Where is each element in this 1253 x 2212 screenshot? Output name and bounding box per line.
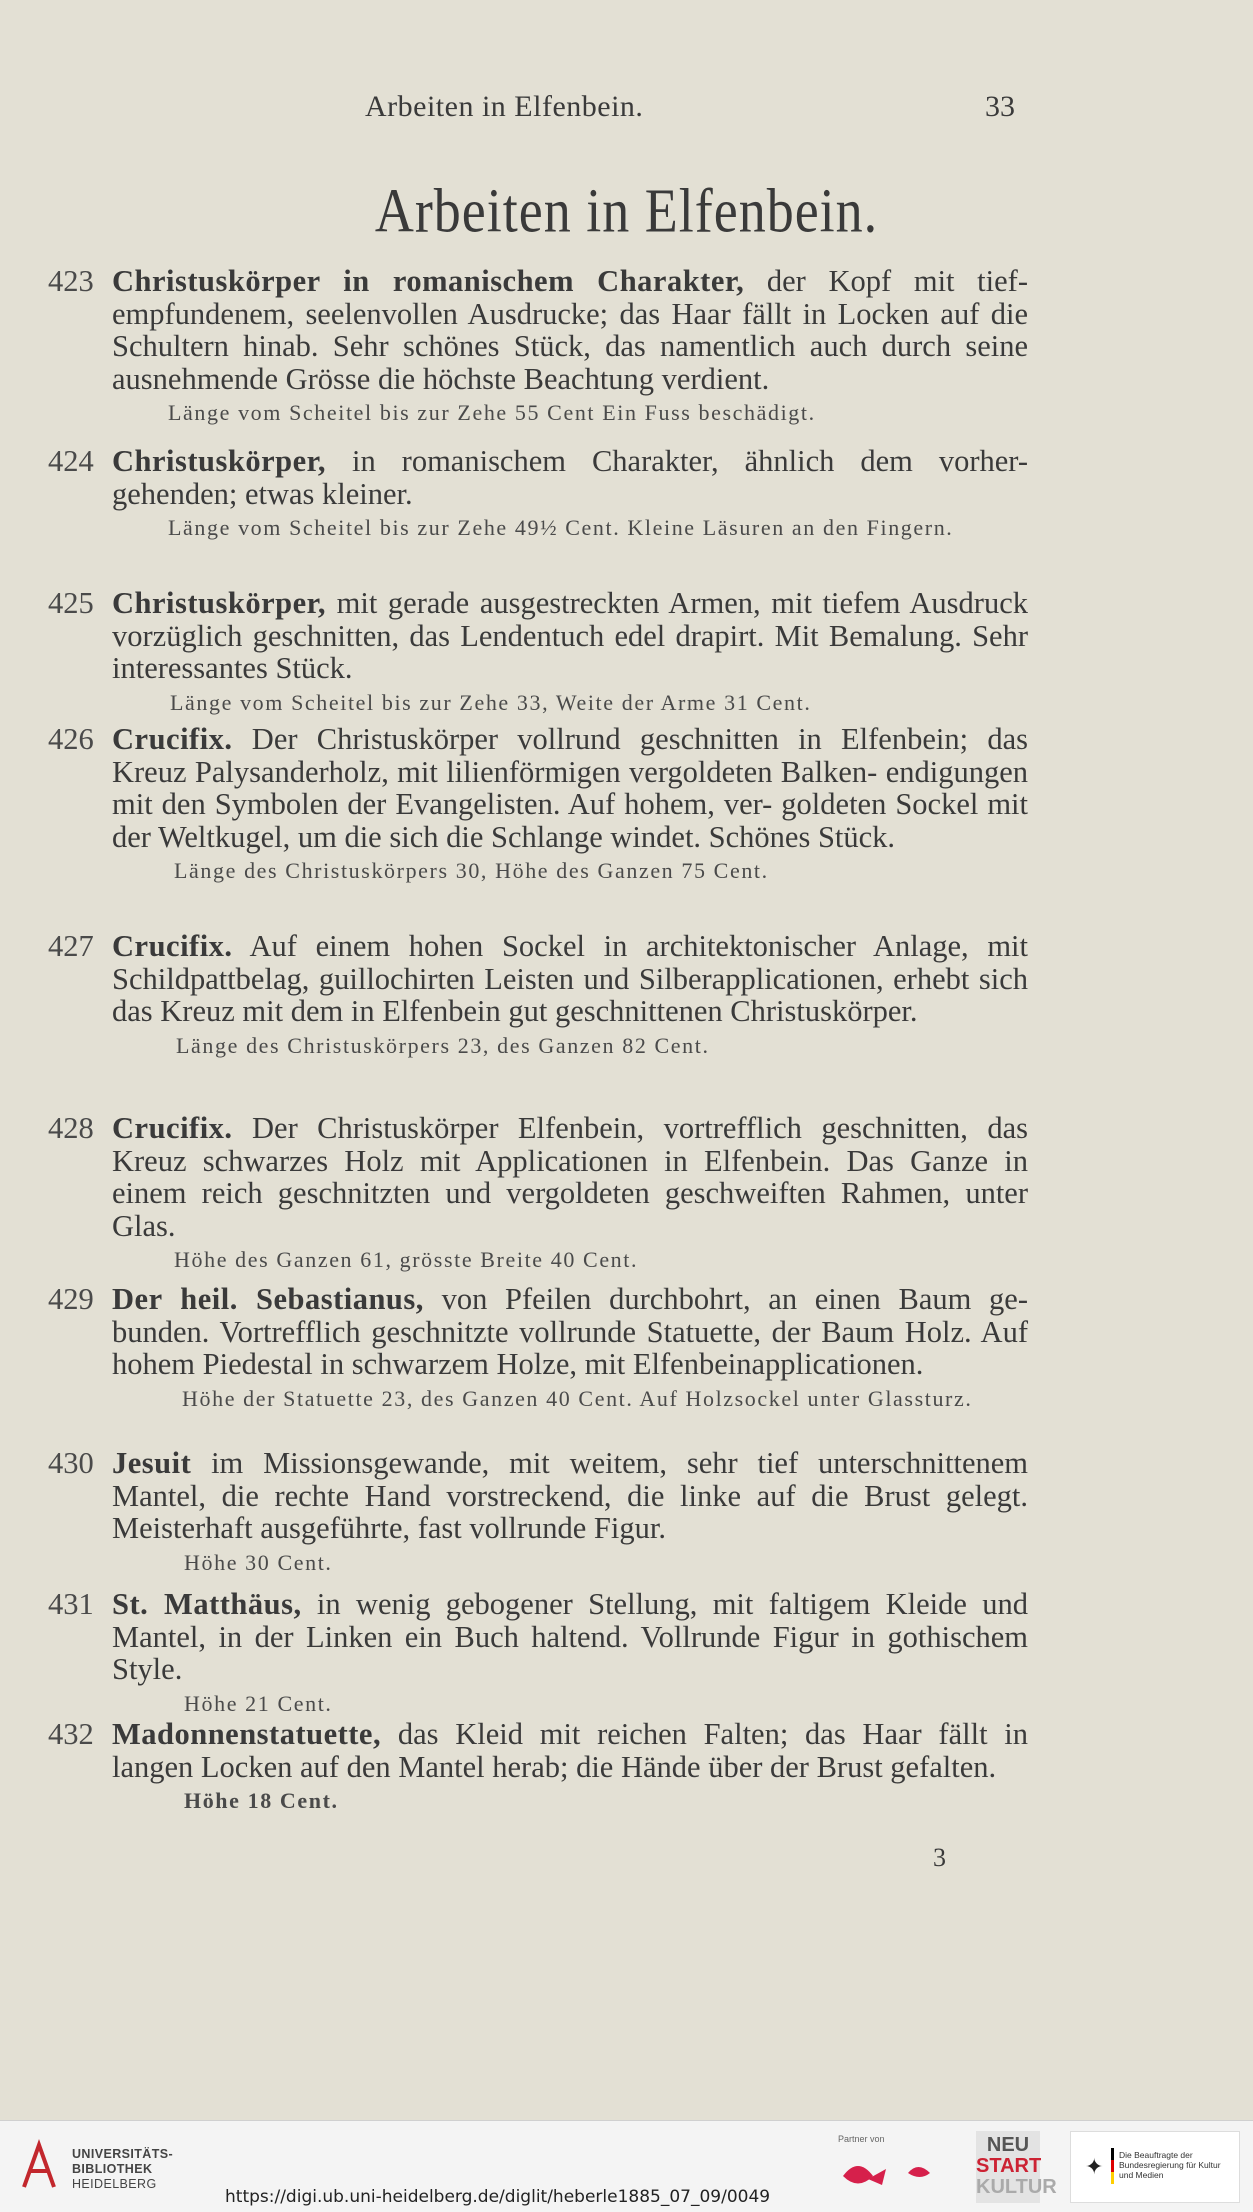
footer-bar — [0, 2120, 1253, 2212]
university-library-logo-icon[interactable] — [14, 2137, 64, 2195]
entry-note: Länge vom Scheitel bis zur Zehe 49½ Cent. Kleine Läsuren an den Fingern. — [168, 515, 954, 540]
catalog-entry-427 — [48, 930, 1028, 1059]
entry-heading: Crucifix. — [112, 929, 233, 963]
entry-number: 430 — [48, 1446, 94, 1480]
entry-heading: Crucifix. — [112, 1111, 233, 1145]
partner-label: Partner von — [838, 2134, 885, 2144]
entry-note: Höhe 21 Cent. — [184, 1690, 333, 1716]
entry-note: Länge des Christuskörpers 23, des Ganzen 82 Cent. — [176, 1032, 710, 1058]
entry-heading: Crucifix. — [112, 722, 233, 756]
library-name-line: BIBLIOTHEK — [72, 2162, 153, 2176]
entry-number: 428 — [48, 1111, 94, 1145]
entry-heading: St. Matthäus, — [112, 1587, 302, 1621]
entry-note: Höhe 30 Cent. — [184, 1549, 333, 1575]
entry-note: Höhe 18 Cent. — [184, 1788, 339, 1813]
library-name[interactable] — [72, 2147, 173, 2192]
entry-number: 426 — [48, 722, 94, 756]
catalog-entry-426 — [48, 723, 1028, 884]
entry-number: 423 — [48, 264, 94, 298]
catalog-entry-428 — [48, 1112, 1028, 1273]
federal-eagle-icon: ✦ — [1085, 2154, 1104, 2179]
entry-text: der Kopf mit tief- empfundenem, seelenvollen Ausdrucke; das Haar fällt in Locken auf die Schultern hinab. Sehr schönes Stück, das namentlich auch durch seine ausnehmende Grösse die höchste Beachtung verdient. — [112, 264, 1028, 396]
entry-note: Höhe der Statuette 23, des Ganzen 40 Cent. Auf Holzsockel unter Glassturz. — [182, 1385, 973, 1411]
entry-heading: Christuskörper, — [112, 444, 326, 478]
entry-number: 427 — [48, 929, 94, 963]
page-title: Arbeiten in Elfenbein. — [374, 176, 879, 246]
catalog-entry-423 — [48, 265, 1028, 426]
entry-text: im Missionsgewande, mit weitem, sehr tief unterschnittenem Mantel, die rechte Hand vorstreckend, die linke auf die Brust gelegt. Meisterhaft ausgeführte, fast vollrunde Figur. — [112, 1446, 1028, 1545]
page-url-link[interactable]: https://digi.ub.uni-heidelberg.de/diglit/heberle1885_07_09/0049 — [225, 2187, 771, 2207]
neustart-kultur-logo[interactable] — [976, 2131, 1057, 2203]
entry-text: in romanischem Charakter, ähnlich dem vorher- gehenden; etwas kleiner. — [112, 444, 1028, 511]
catalog-entry-431 — [48, 1588, 1028, 1717]
running-head: Arbeiten in Elfenbein. — [365, 90, 644, 123]
ddb-logo-icon[interactable] — [838, 2151, 948, 2201]
entry-text: das Kleid mit reichen Falten; das Haar fällt in langen Locken auf den Mantel herab; die Hände über der Brust gefalten. — [112, 1717, 1028, 1784]
entry-text: Der Christuskörper vollrund geschnitten in Elfenbein; das Kreuz Palysanderholz, mit lilienförmigen vergoldeten Balken- endigungen mit den Symbolen der Evangelisten. Auf hohem, ver- goldeten Sockel mit der Weltkugel, um die sich die Schlange windet. Schönes Stück. — [112, 722, 1028, 854]
library-name-line: UNIVERSITÄTS- — [72, 2147, 174, 2161]
entry-heading: Jesuit — [112, 1446, 192, 1480]
german-flag-icon — [1111, 2148, 1114, 2184]
entry-note: Länge des Christuskörpers 30, Höhe des Ganzen 75 Cent. — [174, 858, 769, 883]
entry-heading: Christuskörper in romanischem Charakter, — [112, 264, 745, 298]
entry-heading: Madonnenstatuette, — [112, 1717, 382, 1751]
bkm-label: Die Beauftragte der Bundesregierung für Kultur und Medien — [1119, 2150, 1221, 2180]
catalog-entry-432 — [48, 1718, 1028, 1814]
neustart-word: KULTUR — [976, 2176, 1057, 2198]
neustart-word: NEU — [986, 2134, 1030, 2156]
entry-heading: Der heil. Sebastianus, — [112, 1282, 424, 1316]
catalog-entry-429 — [48, 1283, 1028, 1412]
entry-text: in wenig gebogener Stellung, mit faltigem Kleide und Mantel, in der Linken ein Buch haltend. Vollrunde Figur in gothischem Style. — [112, 1587, 1028, 1686]
library-name-line: HEIDELBERG — [72, 2177, 157, 2191]
entry-number: 432 — [48, 1717, 94, 1751]
entry-number: 429 — [48, 1282, 94, 1316]
entry-text: mit gerade ausgestreckten Armen, mit tiefem Ausdruck vorzüglich geschnitten, das Lendentuch edel drapirt. Mit Bemalung. Sehr interessantes Stück. — [112, 586, 1028, 685]
entry-text: Auf einem hohen Sockel in architektonischer Anlage, mit Schildpattbelag, guillochirten Leisten und Silberapplicationen, erhebt sich das Kreuz mit dem in Elfenbein gut geschnittenen Christuskörper. — [112, 929, 1028, 1028]
entry-heading: Christuskörper, — [112, 586, 326, 620]
entry-note: Länge vom Scheitel bis zur Zehe 33, Weite der Arme 31 Cent. — [170, 689, 812, 715]
entry-note: Länge vom Scheitel bis zur Zehe 55 Cent Ein Fuss beschädigt. — [168, 400, 816, 425]
entry-text: Der Christuskörper Elfenbein, vortrefflich geschnitten, das Kreuz schwarzes Holz mit Applicationen in Elfenbein. Das Ganze in einem reich geschnitzten und vergoldeten geschweiften Rahmen, unter Glas. — [112, 1111, 1028, 1243]
entry-text: von Pfeilen durchbohrt, an einen Baum ge- bunden. Vortrefflich geschnitzte vollrunde Statuette, der Baum Holz. Auf hohem Piedestal in schwarzem Holze, mit Elfenbeinapplicationen. — [112, 1282, 1028, 1381]
signature-mark: 3 — [933, 1843, 946, 1872]
page-number: 33 — [985, 90, 1015, 123]
catalog-entry-424 — [48, 445, 1028, 541]
entry-number: 425 — [48, 586, 94, 620]
catalog-entry-430 — [48, 1447, 1028, 1576]
catalog-entry-425 — [48, 587, 1028, 716]
entry-number: 431 — [48, 1587, 94, 1621]
neustart-word: START — [976, 2155, 1042, 2177]
entry-note: Höhe des Ganzen 61, grösste Breite 40 Cent. — [174, 1247, 639, 1272]
entry-number: 424 — [48, 444, 94, 478]
bkm-logo[interactable] — [1070, 2131, 1240, 2203]
